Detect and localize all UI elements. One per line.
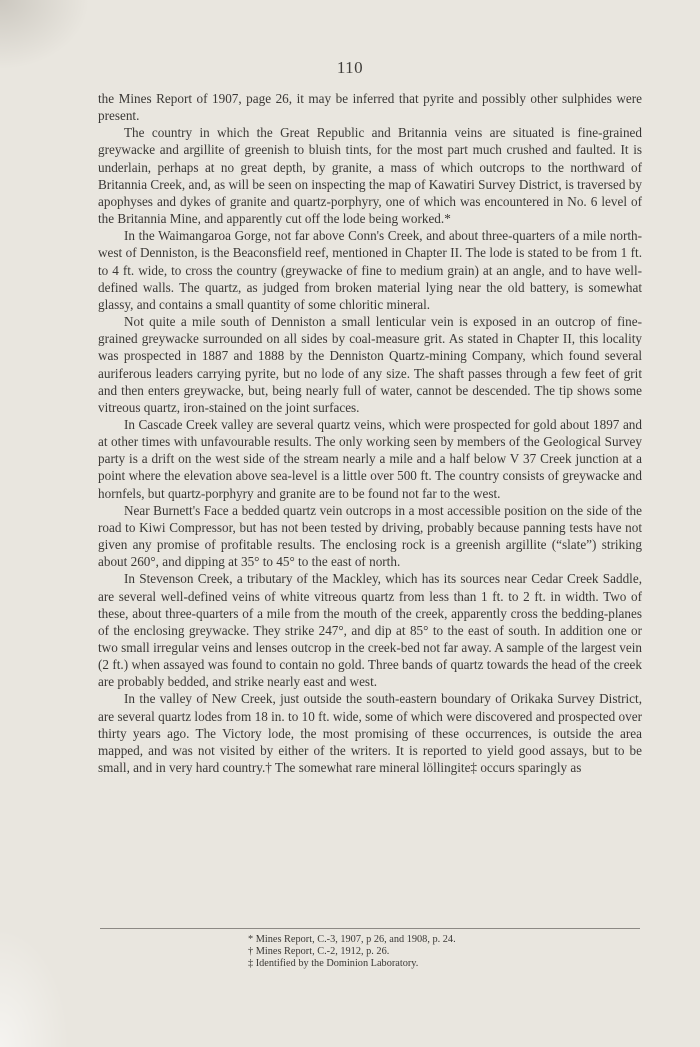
paragraph: Not quite a mile south of Denniston a small lenticular vein is exposed in an outcrop of fine-grained greywacke surrounded on all sides by coal-measure grit. As stated in Chapter II, this locality was prospected in 1887 and 1888 by the Denniston Quartz-mining Company, which found several auriferous leaders carrying pyrite, but no lode of any size. The shaft passes through a few feet of grit and then enters greywacke, but, being nearly full of water, cannot be descended. The tip shows some vitreous quartz, iron-stained on the joint surfaces. bbox=[98, 314, 642, 415]
body-text bbox=[98, 90, 642, 776]
footnotes bbox=[248, 934, 628, 971]
footnote: † Mines Report, C.-2, 1912, p. 26. bbox=[248, 946, 390, 958]
footnote: * Mines Report, C.-3, 1907, p 26, and 1908, p. 24. bbox=[248, 934, 456, 945]
paragraph: Near Burnett's Face a bedded quartz vein outcrops in a most accessible position on the side of the road to Kiwi Compressor, but has not been tested by driving, probably because panning tests have not given any promise of profitable results. The enclosing rock is a greenish argillite (“slate”) striking about 260°, and dipping at 35° to 45° to the east of north. bbox=[98, 502, 642, 570]
paragraph: In Stevenson Creek, a tributary of the Mackley, which has its sources near Cedar Creek Saddle, are several well-defined veins of white vitreous quartz from less than 1 ft. to 2 ft. in width. Two of these, about three-quarters of a mile from the mouth of the creek, apparently cross the bedding-planes of the enclosing greywacke. They strike 247°, and dip at 85° to the east of south. In addition one or two small irregular veins and lenses outcrop in the creek-bed not far away. A sample of the largest vein (2 ft.) when assayed was found to contain no gold. Three bands of quartz towards the head of the creek are probably bedded, and strike nearly east and west. bbox=[98, 571, 642, 690]
footnote: ‡ Identified by the Dominion Laboratory. bbox=[248, 958, 419, 970]
paragraph: The country in which the Great Republic and Britannia veins are situated is fine-grained greywacke and argillite of greenish to bluish tints, for the most part much crushed and faulted. It is underlain, perhaps at no great depth, by granite, a mass of which outcrops to the northward of Britannia Creek, and, as will be seen on inspecting the map of Kawatiri Survey District, is traversed by apophyses and dykes of granite and quartz-porphyry, one of which was encountered in No. 6 level of the Britannia Mine, and apparently cut off the lode being worked.* bbox=[98, 125, 642, 227]
paragraph: In the valley of New Creek, just outside the south-eastern boundary of Orikaka Survey District, are several quartz lodes from 18 in. to 10 ft. wide, some of which were discovered and prospected over thirty years ago. The Victory lode, the most promising of these occurrences, is outside the area mapped, and was not visited by either of the writers. It is reported to yield good assays, but to be small, and in very hard country.† The somewhat rare mineral löllingite‡ occurs sparingly as bbox=[98, 691, 642, 776]
footnote-rule bbox=[100, 928, 640, 929]
paragraph: the Mines Report of 1907, page 26, it may be inferred that pyrite and possibly other sulphides were present. bbox=[98, 91, 642, 124]
paragraph: In Cascade Creek valley are several quartz veins, which were prospected for gold about 1897 and at other times with unfavourable results. The only working seen by members of the Geological Survey party is a drift on the west side of the stream nearly a mile and a half below V 37 Creek junction at a point where the elevation above sea-level is a little over 500 ft. The country consists of greywacke and hornfels, but quartz-porphyry and granite are to be found not far to the west. bbox=[98, 416, 642, 501]
paragraph: In the Waimangaroa Gorge, not far above Conn's Creek, and about three-quarters of a mile north-west of Denniston, is the Beaconsfield reef, mentioned in Chapter II. The lode is stated to be from 1 ft. to 4 ft. wide, to cross the country (greywacke of fine to medium grain) at an angle, and to have well-defined walls. The quartz, as judged from broken material lying near the old battery, is somewhat glassy, and contains a small quantity of some chloritic mineral. bbox=[98, 228, 642, 312]
page-stain bbox=[0, 927, 70, 1047]
page-number: 110 bbox=[336, 58, 364, 77]
